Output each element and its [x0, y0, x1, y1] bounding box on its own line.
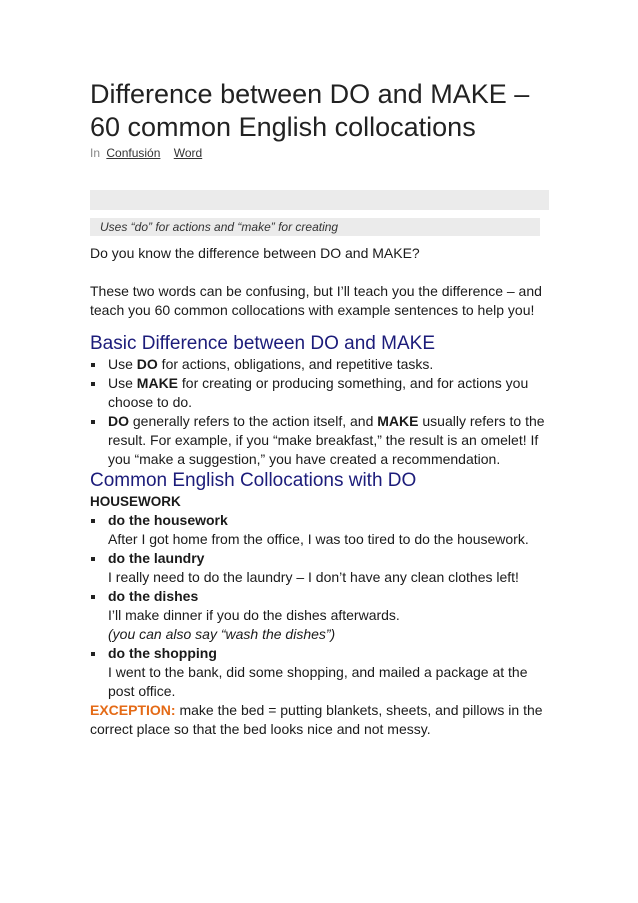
collocation-example: I really need to do the laundry – I don’t have any clean clothes left! [108, 569, 519, 585]
housework-list [90, 511, 550, 701]
article-title: Difference between DO and MAKE – 60 common English collocations [90, 79, 530, 142]
list-item: Use DO for actions, obligations, and repetitive tasks. [90, 355, 550, 374]
collocation-phrase: do the housework [108, 512, 228, 528]
intro-paragraph: These two words can be confusing, but I’ll teach you the difference – and teach you 60 common collocations with example sentences to help you! [90, 283, 542, 318]
list-item [90, 644, 550, 701]
collocations-heading: Common English Collocations with DO [90, 470, 417, 491]
housework-subheading: HOUSEWORK [90, 494, 181, 509]
collocation-phrase: do the laundry [108, 550, 205, 566]
article-body [90, 244, 550, 739]
meta-prefix: In [90, 146, 101, 160]
exception-text: make the bed = putting blankets, sheets, and pillows in the correct place so that the bed looks nice and not messy. [90, 702, 543, 737]
image-placeholder-bar [90, 190, 549, 210]
list-item [90, 549, 550, 587]
basic-difference-heading: Basic Difference between DO and MAKE [90, 333, 435, 354]
list-item [90, 587, 550, 644]
article-meta [90, 146, 202, 160]
list-item: Use MAKE for creating or producing something, and for actions you choose to do. [90, 374, 550, 412]
collocation-example: I went to the bank, did some shopping, and mailed a package at the post office. [108, 664, 528, 699]
collocation-example: I’ll make dinner if you do the dishes afterwards. [108, 607, 400, 623]
collocation-example: After I got home from the office, I was too tired to do the housework. [108, 531, 529, 547]
collocation-phrase: do the dishes [108, 588, 199, 604]
image-caption: Uses “do” for actions and “make” for creating [90, 218, 540, 236]
list-item: DO generally refers to the action itself, and MAKE usually refers to the result. For example, if you “make breakfast,” the result is an omelet! If you “make a suggestion,” you have created a recommendation. [90, 412, 550, 469]
exception-paragraph [90, 701, 550, 739]
category-link-word[interactable]: Word [173, 146, 203, 160]
category-link-confusion[interactable]: Confusión [106, 146, 161, 160]
collocation-phrase: do the shopping [108, 645, 217, 661]
collocation-note: (you can also say “wash the dishes”) [108, 626, 336, 642]
basic-difference-list [90, 355, 550, 469]
exception-label: EXCEPTION: [90, 702, 176, 718]
intro-question: Do you know the difference between DO and MAKE? [90, 245, 420, 261]
list-item [90, 511, 550, 549]
